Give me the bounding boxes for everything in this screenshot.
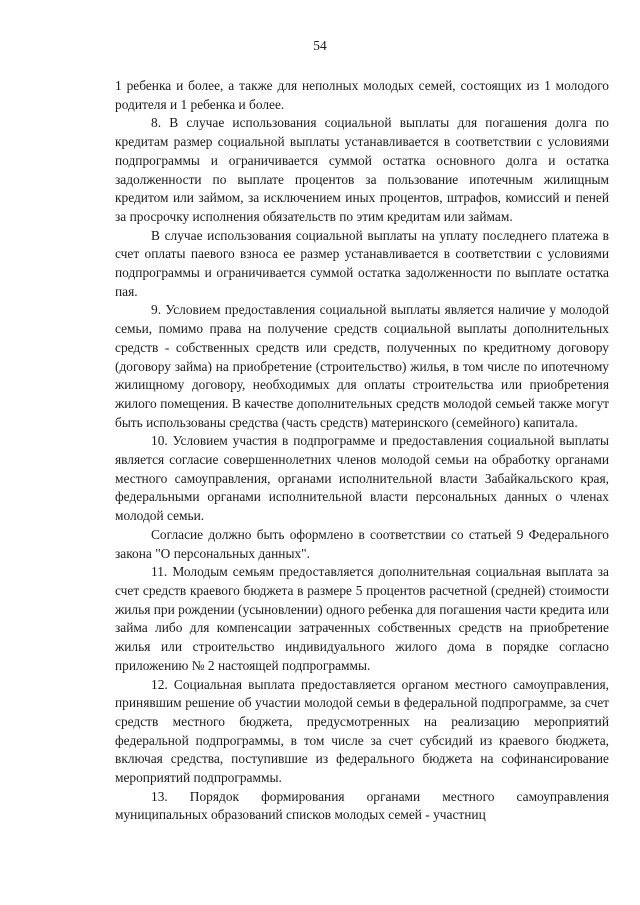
paragraph-item-10-consent: Согласие должно быть оформлено в соответствии со статьей 9 Федерального закона "О персональных данных". (115, 526, 609, 561)
paragraph-item-8-continued: В случае использования социальной выплаты на уплату последнего платежа в счет оплаты паевого взноса ее размер устанавливается в соответствии с условиями подпрограммы и ограничивается суммой остатка задолженности по выплате остатка пая. (115, 227, 609, 299)
paragraph-item-11: 11. Молодым семьям предоставляется дополнительная социальная выплата за счет средств краевого бюджета в размере 5 процентов расчетной (средней) стоимости жилья при рождении (усыновлении) одного ребенка для погашения части кредита или займа либо для компенсации затраченных собственных средств на приобретение жилья или строительство индивидуального жилого дома в порядке согласно приложению № 2 настоящей подпрограммы. (115, 564, 609, 673)
paragraph-item-8: 8. В случае использования социальной выплаты для погашения долга по кредитам размер социальной выплаты устанавливается в соответствии с условиями подпрограммы и ограничивается суммой остатка основного долга и остатка задолженности по выплате процентов за пользование ипотечным жилищным кредитом или займом, за исключением иных процентов, штрафов, комиссий и пеней за просрочку исполнения обязательств по этим кредитам или займам. (115, 115, 609, 224)
paragraph-continuation: 1 ребенка и более, а также для неполных молодых семей, состоящих из 1 молодого родителя и 1 ребенка и более. (115, 78, 609, 112)
document-body (115, 77, 609, 825)
page-number: 54 (313, 38, 327, 53)
paragraph-item-10: 10. Условием участия в подпрограмме и предоставления социальной выплаты является согласие совершеннолетних членов молодой семьи на обработку органами местного самоуправления, органами исполнительной власти Забайкальского края, федеральными органами исполнительной власти персональных данных о членах молодой семьи. (115, 433, 609, 524)
paragraph-item-9: 9. Условием предоставления социальной выплаты является наличие у молодой семьи, помимо права на получение средств социальной выплаты дополнительных средств - собственных средств или средств, полученных по кредитному договору (договору займа) на приобретение (строительство) жилья, в том числе по ипотечному жилищному договору, необходимых для оплаты строительства или приобретения жилого помещения. В качестве дополнительных средств молодой семьей также могут быть использованы средства (часть средств) материнского (семейного) капитала. (115, 302, 609, 430)
paragraph-item-13: 13. Порядок формирования органами местного самоуправления муниципальных образований списков молодых семей - участниц (115, 788, 609, 823)
paragraph-item-12: 12. Социальная выплата предоставляется органом местного самоуправления, принявшим решение об участии молодой семьи в федеральной подпрограмме, за счет средств местного бюджета, предусмотренных на реализацию мероприятий федеральной подпрограммы, в том числе за счет субсидий из краевого бюджета, включая средства, поступившие из федерального бюджета на софинансирование мероприятий подпрограммы. (115, 676, 609, 786)
